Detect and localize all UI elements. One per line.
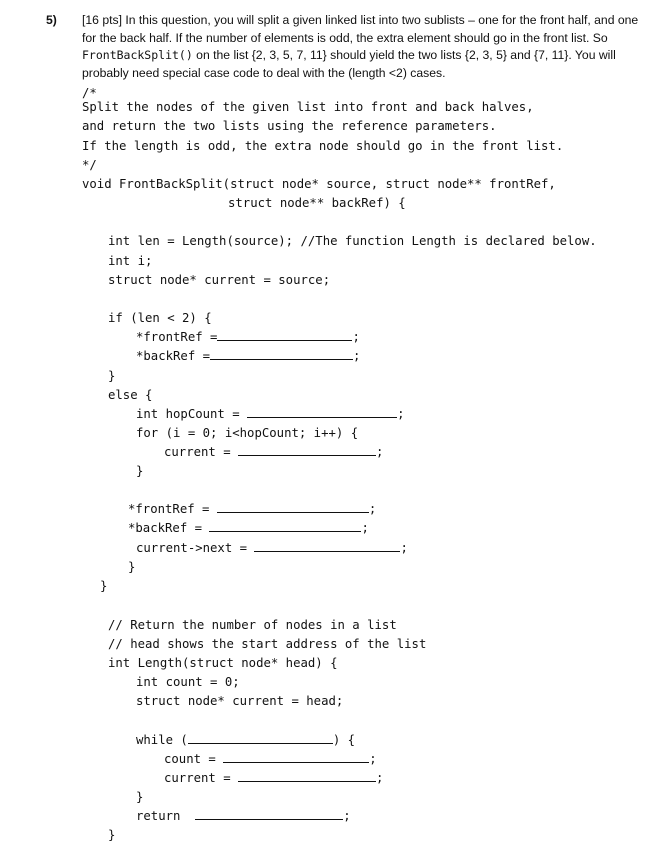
- count-decl: int count = 0;: [136, 675, 240, 689]
- question-text-part-2: on the list {2, 3, 5, 7, 11} should yield the two lists {2, 3, 5} and {7, 11}. You will probably need special case code to deal with the (length <2) cases.: [82, 48, 616, 80]
- length-signature: int Length(struct node* head) {: [108, 656, 338, 670]
- question-text: [82, 12, 640, 82]
- while-open: while (: [136, 733, 188, 747]
- front-ref-blank-line: [136, 328, 360, 347]
- semicolon: ;: [343, 809, 351, 823]
- semicolon: ;: [400, 541, 408, 555]
- answer-blank-backref-1[interactable]: [210, 347, 353, 360]
- back-ref-label: *backRef =: [136, 349, 211, 363]
- function-name: FrontBackSplit(): [82, 48, 193, 62]
- length-close-brace: }: [108, 828, 116, 842]
- if-statement: if (len < 2) {: [108, 311, 212, 325]
- answer-blank-frontref-2[interactable]: [217, 500, 369, 513]
- answer-blank-while-condition[interactable]: [188, 731, 333, 744]
- comment-close: */: [82, 158, 97, 172]
- comment-line-3: If the length is odd, the extra node should go in the front list.: [82, 139, 564, 153]
- current-blank-line-2: [164, 769, 383, 788]
- current-label: current =: [164, 445, 231, 459]
- signature-line-1: void FrontBackSplit(struct node* source, struct node** frontRef,: [82, 177, 556, 191]
- next-label: current->next =: [136, 541, 248, 555]
- while-blank-line: [136, 731, 355, 750]
- for-statement: for (i = 0; i<hopCount; i++) {: [136, 426, 359, 440]
- decl-current: struct node* current = source;: [108, 273, 331, 287]
- front-ref-label: *frontRef =: [136, 330, 218, 344]
- current-label: current =: [164, 771, 231, 785]
- semicolon: ;: [376, 771, 384, 785]
- function-close-brace: }: [100, 579, 108, 593]
- semicolon: ;: [352, 330, 360, 344]
- back-ref-blank-line-2: [128, 519, 369, 538]
- question-number: 5): [46, 13, 57, 27]
- comment-open: /*: [82, 86, 97, 100]
- front-ref-label: *frontRef =: [128, 502, 210, 516]
- answer-blank-count[interactable]: [223, 750, 369, 763]
- comment-line-2: and return the two lists using the reference parameters.: [82, 119, 497, 133]
- answer-blank-backref-2[interactable]: [209, 519, 361, 532]
- semicolon: ;: [397, 407, 405, 421]
- return-blank-line: [136, 807, 351, 826]
- while-close-brace: }: [136, 790, 144, 804]
- answer-blank-next[interactable]: [254, 539, 400, 552]
- decl-len: int len = Length(source); //The function Length is declared below.: [108, 234, 597, 248]
- for-close-brace: }: [136, 464, 144, 478]
- count-label: count =: [164, 752, 216, 766]
- count-blank-line: [164, 750, 377, 769]
- semicolon: ;: [369, 752, 377, 766]
- current-decl: struct node* current = head;: [136, 694, 344, 708]
- hopcount-blank-line: [136, 405, 404, 424]
- answer-blank-hopcount[interactable]: [247, 405, 397, 418]
- current-blank-line: [164, 443, 383, 462]
- return-keyword: return: [136, 809, 181, 823]
- while-close: ) {: [332, 733, 356, 747]
- back-ref-label: *backRef =: [128, 521, 203, 535]
- length-comment-2: // head shows the start address of the list: [108, 637, 427, 651]
- comment-line-1: Split the nodes of the given list into front and back halves,: [82, 100, 534, 114]
- answer-blank-current-while[interactable]: [238, 769, 376, 782]
- answer-blank-return[interactable]: [195, 807, 343, 820]
- else-statement: else {: [108, 388, 153, 402]
- length-comment-1: // Return the number of nodes in a list: [108, 618, 397, 632]
- semicolon: ;: [361, 521, 369, 535]
- question-points: [16 pts]: [82, 13, 122, 27]
- question-block: [46, 12, 640, 82]
- decl-i: int i;: [108, 254, 153, 268]
- question-text-part-1: In this question, you will split a given linked list into two sublists – one for the front half, and one for the back half. If the number of elements is odd, the extra element should go in the front list. So: [82, 13, 639, 45]
- hopcount-label: int hopCount =: [136, 407, 240, 421]
- semicolon: ;: [376, 445, 384, 459]
- semicolon: ;: [353, 349, 361, 363]
- next-blank-line: [136, 539, 408, 558]
- front-ref-blank-line-2: [128, 500, 376, 519]
- semicolon: ;: [368, 502, 377, 516]
- if-close-brace: }: [108, 369, 116, 383]
- signature-line-2: struct node** backRef) {: [228, 196, 406, 210]
- back-ref-blank-line: [136, 347, 360, 366]
- answer-blank-current-loop[interactable]: [238, 443, 376, 456]
- else-inner-close-brace: }: [128, 560, 136, 574]
- answer-blank-frontref-1[interactable]: [217, 328, 352, 341]
